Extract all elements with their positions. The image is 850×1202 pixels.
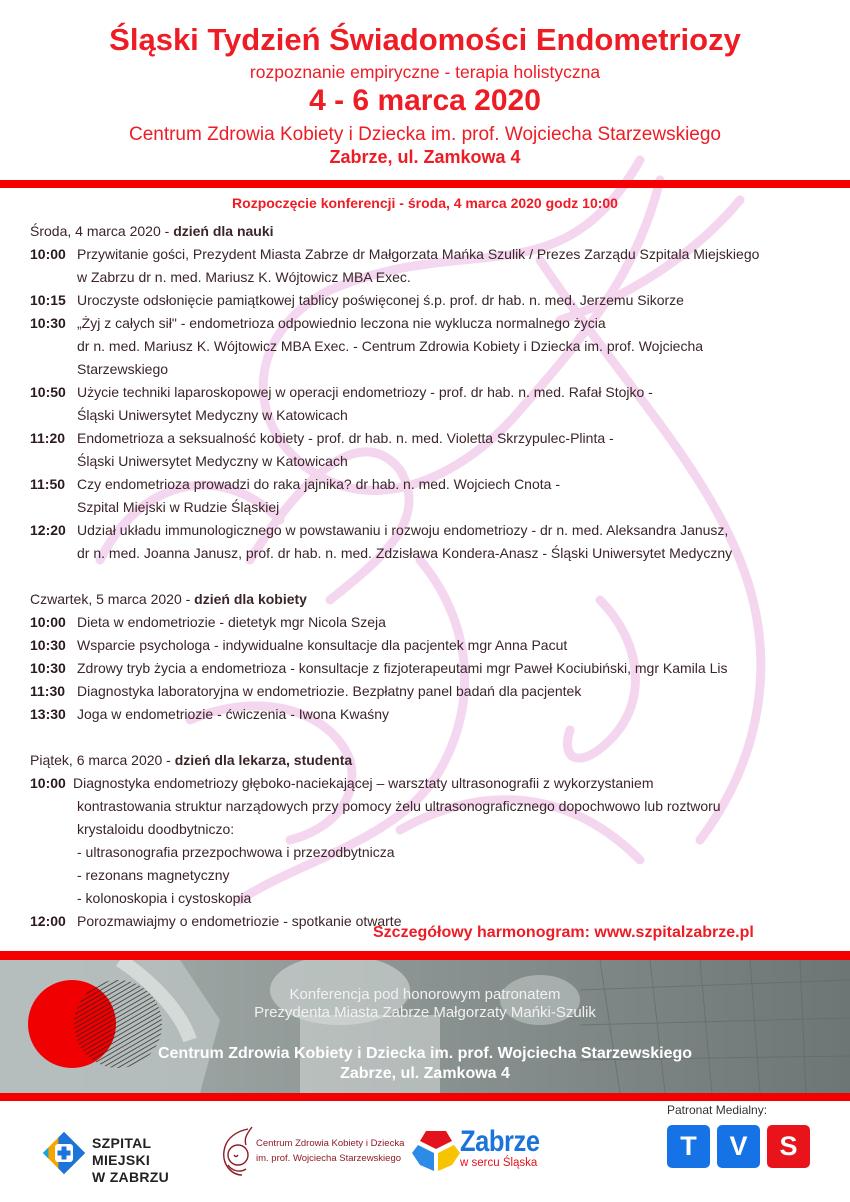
entry-text: Porozmawiajmy o endometriozie - spotkanie otwarte — [77, 913, 402, 929]
entry-text: Uroczyste odsłonięcie pamiątkowej tablicy poświęconej ś.p. prof. dr hab. n. med. Jerzemu Sikorze — [77, 292, 684, 308]
entry-text: Śląski Uniwersytet Medyczny w Katowicach — [77, 407, 348, 423]
tvs-logo[interactable] — [667, 1125, 810, 1168]
entry-time: 13:30 — [30, 706, 66, 722]
divider-bar — [0, 180, 850, 188]
entry-time: 11:50 — [30, 476, 66, 492]
day-date: Piątek, 6 marca 2020 - — [30, 752, 175, 768]
day-heading — [30, 588, 840, 611]
entry-text: Śląski Uniwersytet Medyczny w Katowicach — [77, 453, 348, 469]
entry-text: „Żyj z całych sił" - endometrioza odpowiednio leczona nie wyklucza normalnego życia — [77, 315, 606, 331]
schedule-entry — [30, 634, 840, 657]
entry-text: dr n. med. Mariusz K. Wójtowicz MBA Exec. - Centrum Zdrowia Kobiety i Dziecka im. prof. Wojciecha — [77, 338, 704, 354]
zabrze-city-logo[interactable] — [410, 1127, 550, 1177]
event-title: Śląski Tydzień Świadomości Endometriozy — [109, 22, 741, 57]
schedule-entry — [30, 657, 840, 680]
day-heading — [30, 220, 840, 243]
entry-time: 10:00 — [30, 775, 66, 791]
entry-text: kontrastowania struktur narządowych przy pomocy żelu ultrasonograficznego dopochwowo lub roztworu — [77, 798, 721, 814]
patronage-line: Konferencja pod honorowym patronatem — [289, 986, 561, 1003]
czkid-name-line: im. prof. Wojciecha Starzewskiego — [256, 1153, 402, 1164]
schedule-entry — [30, 381, 840, 427]
zabrze-tagline: w sercu Śląska — [460, 1157, 538, 1169]
patronage-line: Prezydenta Miasta Zabrze Małgorzaty Mańki-Szulik — [254, 1004, 596, 1021]
venue-name: Centrum Zdrowia Kobiety i Dziecka im. prof. Wojciecha Starzewskiego — [128, 124, 722, 145]
program-schedule — [30, 220, 840, 933]
day-theme: dzień dla nauki — [173, 223, 274, 239]
entry-text: Zdrowy tryb życia a endometrioza - konsultacje z fizjoterapeutami mgr Paweł Kociubiński, mgr Kamila Lis — [77, 660, 728, 676]
entry-text: krystaloidu doodbytniczo: — [77, 821, 235, 837]
schedule-entry — [30, 611, 840, 634]
schedule-entry — [30, 519, 840, 565]
entry-subitem: - rezonans magnetyczny — [77, 867, 230, 883]
tvs-letter-t: T — [667, 1125, 710, 1168]
tvs-letter-v: V — [717, 1125, 760, 1168]
entry-time: 11:20 — [30, 430, 66, 446]
day-heading — [30, 749, 840, 772]
footer-logos — [0, 1101, 850, 1202]
schedule-entry — [30, 680, 840, 703]
zabrze-wordmark: Zabrze — [460, 1125, 540, 1158]
entry-time: 11:30 — [30, 683, 66, 699]
szpital-miejski-logo[interactable] — [42, 1131, 212, 1185]
banner-venue-address: Zabrze, ul. Zamkowa 4 — [340, 1065, 510, 1082]
schedule-entry — [30, 703, 840, 726]
entry-text: Udział układu immunologicznego w powstawaniu i rozwoju endometriozy - dr n. med. Aleksandra Janusz, — [77, 522, 729, 538]
schedule-entry — [30, 289, 840, 312]
entry-text: Przywitanie gości, Prezydent Miasta Zabrze dr Małgorzata Mańka Szulik / Prezes Zarządu Szpitala Miejskiego — [77, 246, 760, 262]
entry-text: Diagnostyka endometriozy głęboko-naciekającej – warsztaty ultrasonografii z wykorzystaniem — [73, 775, 654, 791]
szpital-name-line: W ZABRZU — [92, 1169, 170, 1185]
czkid-name-line: Centrum Zdrowia Kobiety i Dziecka — [256, 1138, 405, 1149]
entry-time: 12:20 — [30, 522, 66, 538]
entry-time: 10:30 — [30, 660, 66, 676]
entry-text: Starzewskiego — [77, 361, 169, 377]
divider-bar — [0, 1093, 850, 1101]
entry-time: 12:00 — [30, 913, 66, 929]
entry-time: 10:30 — [30, 637, 66, 653]
hospital-cross-icon — [42, 1131, 86, 1175]
entry-time: 10:50 — [30, 384, 66, 400]
day-date: Czwartek, 5 marca 2020 - — [30, 591, 195, 607]
entry-text: Diagnostyka laboratoryjna w endometriozie. Bezpłatny panel badań dla pacjentek — [77, 683, 582, 699]
entry-time: 10:15 — [30, 292, 66, 308]
entry-text: Wsparcie psychologa - indywidualne konsultacje dla pacjentek mgr Anna Pacut — [77, 637, 568, 653]
mother-child-icon — [218, 1125, 258, 1180]
opening-notice: Rozpoczęcie konferencji - środa, 4 marca 2020 godz 10:00 — [232, 195, 618, 211]
schedule-entry — [30, 427, 840, 473]
entry-subitem: - kolonoskopia i cystoskopia — [77, 890, 252, 906]
entry-text: Dieta w endometriozie - dietetyk mgr Nicola Szeja — [77, 614, 386, 630]
schedule-entry — [30, 772, 840, 910]
entry-text: Użycie techniki laparoskopowej w operacji endometriozy - prof. dr hab. n. med. Rafał Stojko - — [77, 384, 653, 400]
venue-address: Zabrze, ul. Zamkowa 4 — [329, 147, 521, 167]
entry-time: 10:00 — [30, 614, 66, 630]
entry-text: Joga w endometriozie - ćwiczenia - Iwona Kwaśny — [77, 706, 390, 722]
entry-text: Czy endometrioza prowadzi do raka jajnika? dr hab. n. med. Wojciech Cnota - — [77, 476, 560, 492]
entry-time: 10:30 — [30, 315, 66, 331]
entry-time: 10:00 — [30, 246, 66, 262]
entry-text: w Zabrzu dr n. med. Mariusz K. Wójtowicz MBA Exec. — [77, 269, 411, 285]
entry-text: Szpital Miejski w Rudzie Śląskiej — [77, 499, 280, 515]
entry-subitem: - ultrasonografia przezpochwowa i przezodbytnicza — [77, 844, 395, 860]
media-patronage-label: Patronat Medialny: — [667, 1103, 768, 1117]
divider-bar — [0, 951, 850, 960]
entry-text: Endometrioza a seksualność kobiety - prof. dr hab. n. med. Violetta Skrzypulec-Plinta - — [77, 430, 614, 446]
szpital-name-line: SZPITAL MIEJSKI — [92, 1135, 152, 1168]
banner-venue-name: Centrum Zdrowia Kobiety i Dziecka im. prof. Wojciecha Starzewskiego — [157, 1045, 693, 1062]
schedule-entry — [30, 243, 840, 289]
day-theme: dzień dla lekarza, studenta — [174, 752, 353, 768]
schedule-website-link[interactable]: Szczegółowy harmonogram: www.szpitalzabrze.pl — [373, 924, 754, 941]
zabrze-cube-icon — [412, 1129, 460, 1173]
event-subtitle: rozpoznanie empiryczne - terapia holistyczna — [249, 62, 601, 82]
patronage-banner — [0, 960, 850, 1093]
day-theme: dzień dla kobiety — [194, 591, 307, 607]
schedule-entry — [30, 312, 840, 381]
event-dates: 4 - 6 marca 2020 — [309, 84, 541, 117]
tvs-letter-s: S — [767, 1125, 810, 1168]
schedule-entry — [30, 473, 840, 519]
czkid-logo[interactable] — [218, 1125, 405, 1180]
day-date: Środa, 4 marca 2020 - — [30, 223, 174, 239]
entry-text: dr n. med. Joanna Janusz, prof. dr hab. n. med. Zdzisława Kondera-Anasz - Śląski Uniwersytet Medyczny — [77, 545, 733, 561]
